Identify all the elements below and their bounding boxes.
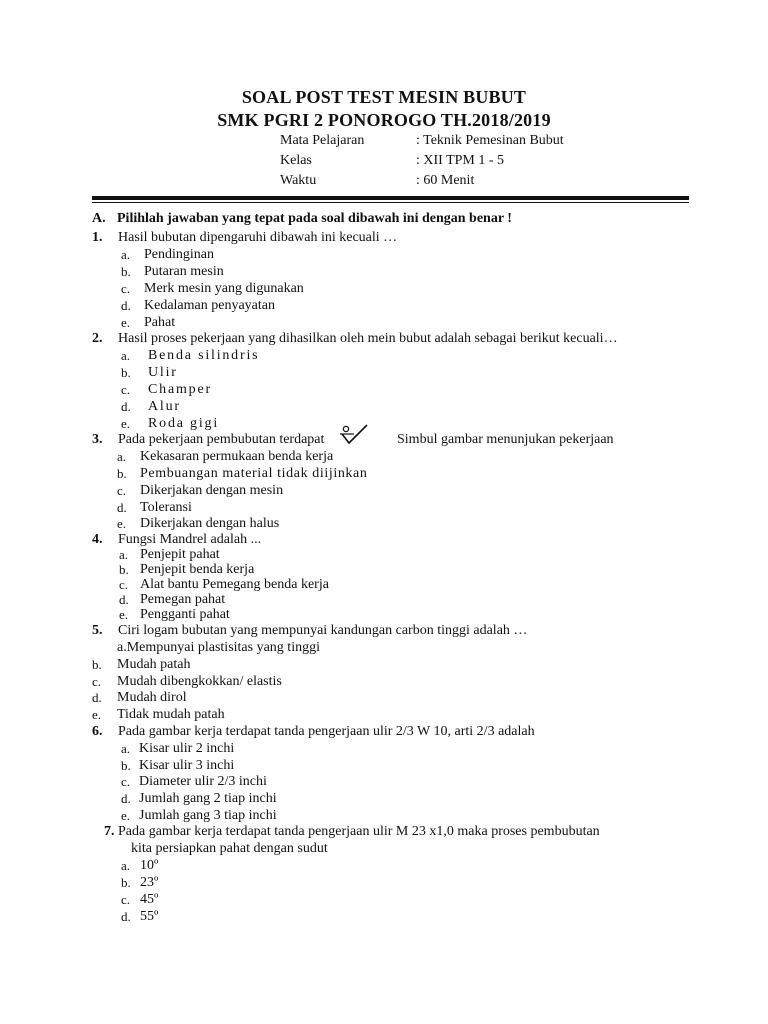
q2-opt-a: Benda silindris bbox=[148, 348, 260, 363]
q2-opt-e: Roda gigi bbox=[148, 416, 220, 431]
q7-opt-c-marker: c. bbox=[121, 892, 131, 907]
q2-opt-d: Alur bbox=[148, 399, 181, 414]
q7-text: Pada gambar kerja terdapat tanda pengerjaan ulir M 23 x1,0 maka proses pembubutan bbox=[118, 824, 600, 839]
q3-opt-e-marker: e. bbox=[117, 516, 127, 531]
q2-number: 2. bbox=[92, 331, 103, 346]
header-rule-thin bbox=[92, 202, 689, 203]
q4-number: 4. bbox=[92, 532, 103, 547]
q4-opt-d-marker: d. bbox=[119, 592, 129, 607]
q1-opt-c-marker: c. bbox=[121, 281, 131, 296]
q2-opt-b-marker: b. bbox=[121, 365, 131, 380]
q7-opt-d: 55º bbox=[140, 909, 159, 924]
q5-number: 5. bbox=[92, 623, 103, 638]
document-title: SOAL POST TEST MESIN BUBUT bbox=[241, 87, 527, 107]
q4-opt-e-marker: e. bbox=[119, 607, 129, 622]
q2-opt-b: Ulir bbox=[148, 365, 178, 380]
q3-number: 3. bbox=[92, 432, 103, 447]
q3-opt-c-marker: c. bbox=[117, 483, 127, 498]
q5-opt-e-marker: e. bbox=[92, 707, 102, 722]
q5-opt-a: a.Mempunyai plastisitas yang tinggi bbox=[117, 640, 320, 655]
q2-opt-d-marker: d. bbox=[121, 399, 131, 414]
q6-opt-e-marker: e. bbox=[121, 808, 131, 823]
q1-opt-b-marker: b. bbox=[121, 264, 131, 279]
q6-opt-c-marker: c. bbox=[121, 774, 131, 789]
q3-opt-a: Kekasaran permukaan benda kerja bbox=[140, 449, 334, 464]
q7-number: 7. bbox=[104, 824, 115, 839]
q7-opt-b: 23º bbox=[140, 875, 159, 890]
q3-opt-d-marker: d. bbox=[117, 500, 127, 515]
q5-opt-d: Mudah dirol bbox=[117, 690, 187, 705]
header-rule-thick bbox=[92, 196, 689, 200]
q6-text: Pada gambar kerja terdapat tanda pengerjaan ulir 2/3 W 10, arti 2/3 adalah bbox=[118, 724, 535, 739]
q1-number: 1. bbox=[92, 230, 103, 245]
q2-text: Hasil proses pekerjaan yang dihasilkan oleh mein bubut adalah sebagai berikut kecuali… bbox=[118, 331, 618, 346]
q1-opt-e-marker: e. bbox=[121, 315, 131, 330]
info-value-time: : 60 Menit bbox=[416, 173, 475, 188]
q3-opt-b-marker: b. bbox=[117, 466, 127, 481]
q7-opt-a: 10º bbox=[140, 858, 159, 873]
q2-opt-c: Champer bbox=[148, 382, 212, 397]
q7-opt-a-marker: a. bbox=[121, 858, 131, 873]
q5-text: Ciri logam bubutan yang mempunyai kandungan carbon tinggi adalah … bbox=[118, 623, 528, 638]
q1-opt-c: Merk mesin yang digunakan bbox=[144, 281, 304, 296]
q6-opt-b-marker: b. bbox=[121, 758, 131, 773]
q1-opt-a: Pendinginan bbox=[144, 247, 214, 262]
info-label-subject: Mata Pelajaran bbox=[280, 133, 365, 148]
q7-opt-d-marker: d. bbox=[121, 909, 131, 924]
q3-text-continued: Simbul gambar menunjukan pekerjaan bbox=[397, 432, 614, 447]
q1-opt-e: Pahat bbox=[144, 315, 176, 330]
section-instruction: Pilihlah jawaban yang tepat pada soal dibawah ini dengan benar ! bbox=[117, 211, 512, 226]
q1-opt-b: Putaran mesin bbox=[144, 264, 224, 279]
q4-text: Fungsi Mandrel adalah ... bbox=[118, 532, 262, 547]
q3-opt-c: Dikerjakan dengan mesin bbox=[140, 483, 284, 498]
q1-text: Hasil bubutan dipengaruhi dibawah ini kecuali … bbox=[118, 230, 398, 245]
q5-opt-d-marker: d. bbox=[92, 690, 102, 705]
q5-opt-e: Tidak mudah patah bbox=[117, 707, 225, 722]
q4-opt-a-marker: a. bbox=[119, 547, 129, 562]
q2-opt-e-marker: e. bbox=[121, 416, 131, 431]
q6-opt-e: Jumlah gang 3 tiap inchi bbox=[139, 808, 277, 823]
q5-opt-b: Mudah patah bbox=[117, 657, 191, 672]
q4-opt-b-marker: b. bbox=[119, 562, 129, 577]
q4-opt-c: Alat bantu Pemegang benda kerja bbox=[140, 577, 329, 592]
q7-opt-c: 45º bbox=[140, 892, 159, 907]
section-marker: A. bbox=[92, 211, 106, 226]
q4-opt-e: Pengganti pahat bbox=[140, 607, 230, 622]
q1-opt-a-marker: a. bbox=[121, 247, 131, 262]
q5-opt-b-marker: b. bbox=[92, 657, 102, 672]
q7-text-continued: kita persiapkan pahat dengan sudut bbox=[131, 841, 328, 856]
q3-opt-a-marker: a. bbox=[117, 449, 127, 464]
q6-number: 6. bbox=[92, 724, 103, 739]
q6-opt-c: Diameter ulir 2/3 inchi bbox=[139, 774, 267, 789]
q6-opt-a: Kisar ulir 2 inchi bbox=[139, 741, 235, 756]
q6-opt-d-marker: d. bbox=[121, 791, 131, 806]
q4-opt-b: Penjepit benda kerja bbox=[140, 562, 255, 577]
q4-opt-a: Penjepit pahat bbox=[140, 547, 220, 562]
q1-opt-d: Kedalaman penyayatan bbox=[144, 298, 275, 313]
q7-opt-b-marker: b. bbox=[121, 875, 131, 890]
q2-opt-c-marker: c. bbox=[121, 382, 131, 397]
document-subtitle: SMK PGRI 2 PONOROGO TH.2018/2019 bbox=[217, 110, 551, 130]
info-value-subject: : Teknik Pemesinan Bubut bbox=[416, 133, 564, 148]
q6-opt-a-marker: a. bbox=[121, 741, 131, 756]
q2-opt-a-marker: a. bbox=[121, 348, 131, 363]
q3-opt-e: Dikerjakan dengan halus bbox=[140, 516, 280, 531]
surface-roughness-symbol-icon bbox=[340, 424, 370, 446]
q3-text: Pada pekerjaan pembubutan terdapat bbox=[118, 432, 325, 447]
info-label-time: Waktu bbox=[280, 173, 317, 188]
q6-opt-b: Kisar ulir 3 inchi bbox=[139, 758, 235, 773]
q4-opt-d: Pemegan pahat bbox=[140, 592, 226, 607]
q3-opt-d: Toleransi bbox=[140, 500, 192, 515]
q3-opt-b: Pembuangan material tidak diijinkan bbox=[140, 466, 368, 481]
q1-opt-d-marker: d. bbox=[121, 298, 131, 313]
q5-opt-c: Mudah dibengkokkan/ elastis bbox=[117, 674, 282, 689]
q6-opt-d: Jumlah gang 2 tiap inchi bbox=[139, 791, 277, 806]
info-value-class: : XII TPM 1 - 5 bbox=[416, 153, 505, 168]
q4-opt-c-marker: c. bbox=[119, 577, 129, 592]
q5-opt-c-marker: c. bbox=[92, 674, 102, 689]
info-label-class: Kelas bbox=[280, 153, 312, 168]
